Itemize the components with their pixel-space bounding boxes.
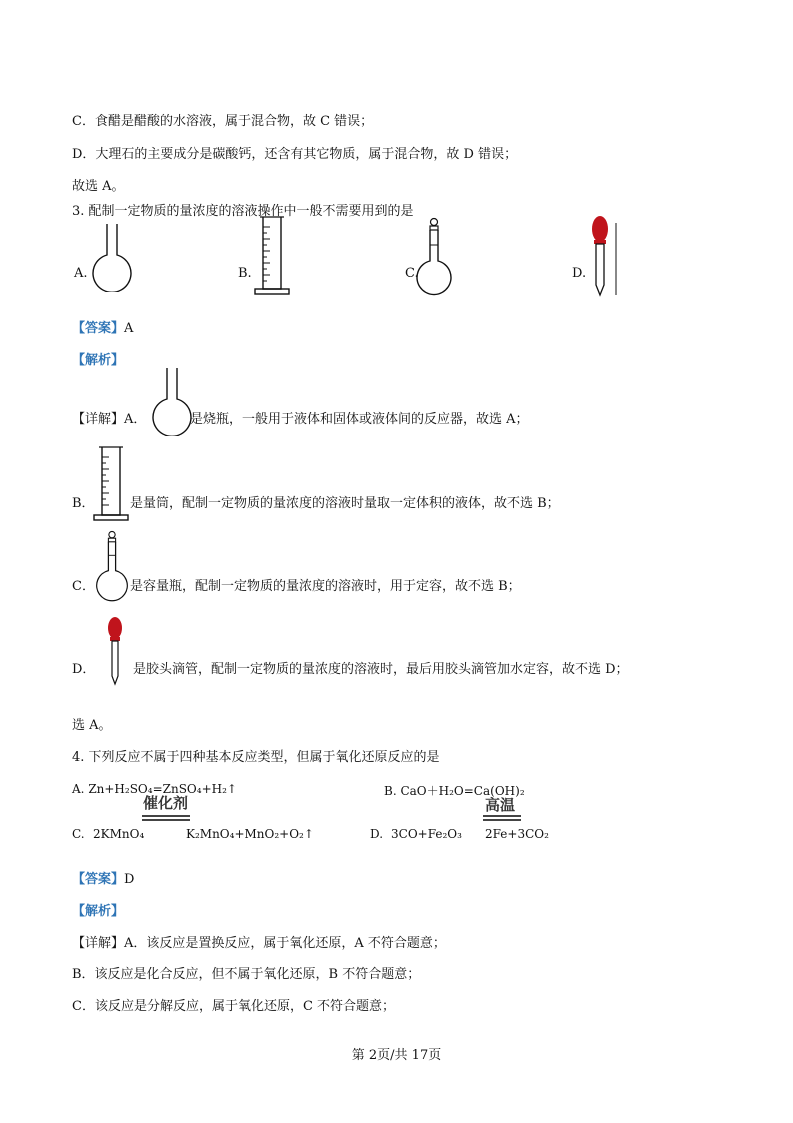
detail-q4-a: A．该反应是置换反应，属于氧化还原，A 不符合题意； (124, 936, 446, 951)
detail-c-prefix: C． (72, 579, 95, 594)
detail-d-prefix: D． (72, 662, 96, 677)
round-flask-icon (90, 222, 134, 292)
dropper-icon (104, 616, 126, 686)
answer-label: 【答案】 (72, 321, 125, 336)
detail-b-prefix: B． (72, 496, 95, 511)
analysis-label-q4 (72, 903, 124, 921)
page-footer: 第 2页/共 17页 (351, 1048, 442, 1063)
detail-a-text: 是烧瓶，一般用于液体和固体或液体间的反应器，故选 A； (190, 412, 529, 427)
q4-option-d-left: 3CO+Fe₂O₃ (391, 827, 462, 841)
q4-option-d-arrow-bar (483, 815, 521, 817)
volumetric-flask-icon (414, 217, 454, 297)
q3-option-b-label: B. (238, 266, 252, 281)
q4-option-c-condition: 催化剂 (143, 794, 189, 812)
analysis-label: 【解析】 (72, 353, 125, 368)
detail-q4-c: C．该反应是分解反应，属于氧化还原，C 不符合题意； (72, 999, 396, 1014)
q3-option-a-label: A. (74, 266, 88, 281)
q4-option-d-right: 2Fe+3CO₂ (485, 827, 549, 841)
choose-q3-text: 选 A。 (72, 718, 112, 733)
detail-label: 【详解】 (72, 412, 125, 427)
question-3-text: 3. 配制一定物质的量浓度的溶液操作中一般不需要用到的是 (72, 204, 414, 219)
answer-value: D (124, 872, 135, 887)
analysis-label-q3 (72, 352, 124, 370)
q4-option-b-equation: CaO＋H₂O=Ca(OH)₂ (400, 784, 525, 798)
analysis-label: 【解析】 (72, 904, 125, 919)
graduated-cylinder-icon (93, 445, 129, 523)
answer-label: 【答案】 (72, 872, 125, 887)
graduated-cylinder-icon (254, 215, 290, 297)
question-4-text: 4. 下列反应不属于四种基本反应类型，但属于氧化还原反应的是 (72, 750, 440, 765)
q4-option-c-label: C. (72, 827, 85, 841)
detail-a-line (72, 411, 146, 429)
answer-q3 (72, 320, 133, 338)
q4-option-a-equation: Zn+H₂SO₄=ZnSO₄+H₂↑ (88, 782, 237, 796)
q3-option-d-label: D. (572, 266, 587, 281)
round-flask-icon (150, 366, 194, 436)
q3-option-c-label: C. (405, 266, 419, 281)
detail-q4-b: B．该反应是化合反应，但不属于氧化还原，B 不符合题意； (72, 967, 421, 982)
prev-option-d-text: D．大理石的主要成分是碳酸钙，还含有其它物质，属于混合物，故 D 错误； (72, 147, 518, 162)
volumetric-flask-icon (94, 526, 130, 608)
answer-q4 (72, 871, 134, 889)
detail-d-text: 是胶头滴管，配制一定物质的量浓度的溶液时，最后用胶头滴管加水定容，故不选 D； (133, 662, 629, 677)
q4-option-a-label: A. (72, 782, 85, 796)
q4-option-b-label: B. (384, 784, 397, 798)
dropper-icon (590, 215, 620, 297)
q4-option-c-arrow-bar-2 (142, 819, 190, 821)
answer-value: A (124, 321, 134, 336)
prev-option-c-text: C．食醋是醋酸的水溶液，属于混合物，故 C 错误； (72, 114, 374, 129)
q4-option-d-condition: 高温 (485, 796, 516, 814)
prev-choose-text: 故选 A。 (72, 179, 125, 194)
q4-option-d-label: D. (370, 827, 384, 841)
detail-c-text: 是容量瓶，配制一定物质的量浓度的溶液时，用于定容，故不选 B； (130, 579, 521, 594)
q4-option-c-right: K₂MnO₄+MnO₂+O₂↑ (186, 827, 314, 841)
detail-q4-a-line (72, 935, 446, 953)
detail-b-text: 是量筒，配制一定物质的量浓度的溶液时量取一定体积的液体，故不选 B； (130, 496, 560, 511)
q4-option-c-arrow-bar (142, 815, 190, 817)
q4-option-c-left: 2KMnO₄ (93, 827, 145, 841)
q4-option-d-arrow-bar-2 (483, 819, 521, 821)
detail-label: 【详解】 (72, 936, 125, 951)
detail-a-prefix: A． (124, 412, 147, 427)
